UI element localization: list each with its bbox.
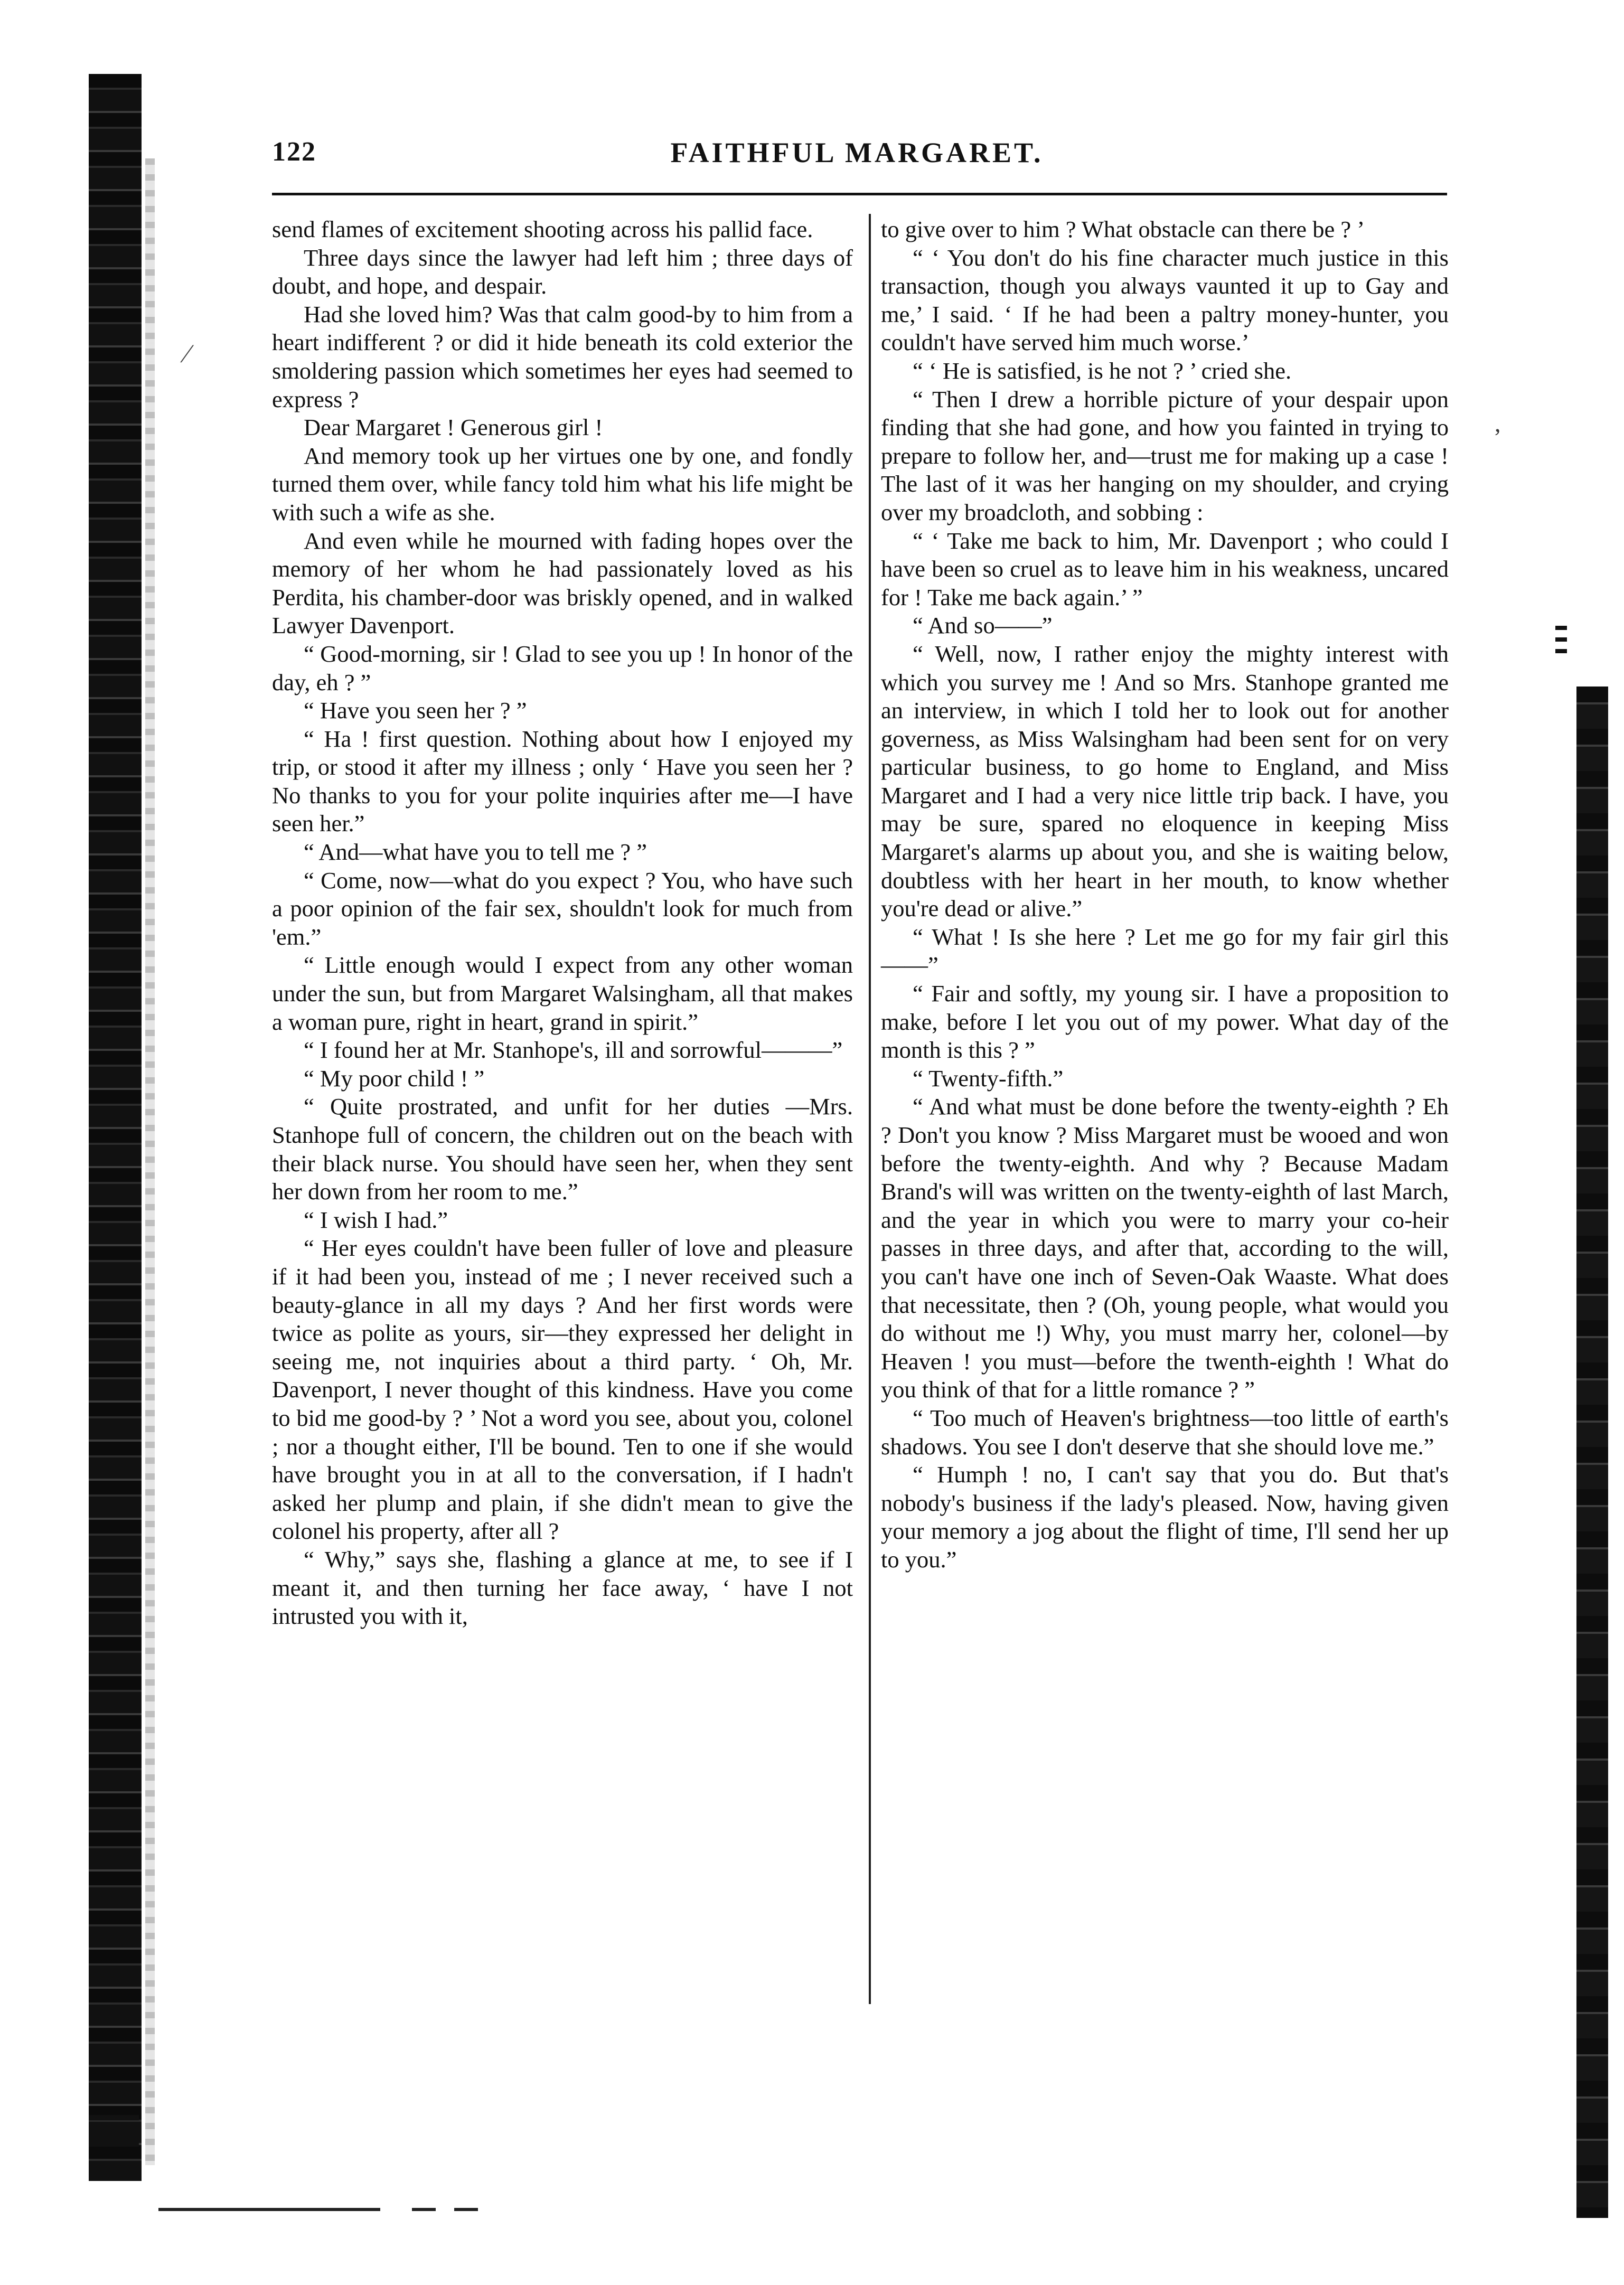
paragraph: “ Little enough would I expect from any other woman under the sun, but from Margaret Walsingham, all that makes a woman pure, right in heart, grand in spirit.” [272,952,853,1035]
paragraph: to give over to him ? What obstacle can there be ? ’ [881,216,1365,242]
column-divider [869,214,871,2004]
footer-dash [412,2208,436,2211]
paragraph: send flames of excitement shooting across his pallid face. [272,216,813,242]
paragraph: “ And what must be done before the twenty-eighth ? Eh ? Don't you know ? Miss Margaret must be wooed and won before the twenty-eighth. And why ? Because Madam Brand's will was written on the twenty-eighth of last March, and the year in which you were to marry your co-heir passes in three days, and after that, according to the will, you can't have one inch of Seven-Oak Waaste. What does that necessitate, then ? (Oh, young people, what would you do without me !) Why, you must marry her, colonel—by Heaven ! you must—before the twenth-eighth ! What do you think of that for a little romance ? ” [881,1093,1449,1403]
paragraph: “ What ! Is she here ? Let me go for my fair girl this——” [881,923,1449,979]
footer-rule [158,2208,380,2211]
scan-mark [89,2115,139,2120]
paragraph: Had she loved him? Was that calm good-by to him from a heart indifferent ? or did it hide beneath its cold exterior the smoldering passion which sometimes her eyes had seemed to express ? [272,300,853,412]
scan-mark [89,2165,139,2170]
paragraph: And memory took up her virtues one by one, and fondly turned them over, while fancy told him what his life might be with such a wife as she. [272,442,853,525]
paragraph: “ Too much of Heaven's brightness—too little of earth's shadows. You see I don't deserve that she should love me.” [881,1404,1449,1460]
paragraph: “ Fair and softly, my young sir. I have a proposition to make, before I let you out of my power. What day of the month is this ? ” [881,980,1449,1064]
right-text-column [881,215,1449,1574]
paragraph: “ Good-morning, sir ! Glad to see you up ! In honor of the day, eh ? ” [272,640,853,695]
page-number: 122 [272,137,316,167]
paragraph: “ ‘ Take me back to him, Mr. Davenport ; who could I have been so cruel as to leave him in his weakness, uncared for ! Take me back again.’ ” [881,527,1449,610]
paragraph: Dear Margaret ! Generous girl ! [304,414,603,441]
paragraph: “ Quite prostrated, and unfit for her duties —Mrs. Stanhope full of concern, the children out on the beach with their black nurse. You should have seen her, when they sent her down from her room to me.” [272,1093,853,1205]
paragraph: “ Her eyes couldn't have been fuller of love and pleasure if it had been you, instead of me ; I never received such a beauty-glance in all my days ? And her first words were twice as polite as yours, sir—they expressed her delight in seeing me, not inquiries about a third party. ‘ Oh, Mr. Davenport, I never thought of this kindness. Have you come to bid me good-by ? ’ Not a word you see, about you, colonel ; nor a thought either, I'll be bound. Ten to one if she would have brought you in at all to the conversation, if I hadn't asked her plump and plain, if she didn't mean to give the colonel his property, after all ? [272,1235,853,1545]
running-title: FAITHFUL MARGARET. [670,137,1044,168]
scan-edge-gradient-left [145,158,155,2165]
paragraph: “ My poor child ! ” [304,1065,485,1092]
paragraph: “ I found her at Mr. Stanhope's, ill and sorrowful———” [304,1037,843,1064]
paragraph: “ Well, now, I rather enjoy the mighty interest with which you survey me ! And so Mrs. Stanhope granted me an interview, in which I told her to look out for another governess, as Miss Walsingham had been sent for on very particular business, to go home to England, and Miss Margaret and I had a very nice little trip back. I have, you may be sure, spared no eloquence in keeping Miss Margaret's alarms up about you, and she is waiting below, doubtless with her heart in her mouth, to know whether you're dead or alive.” [881,640,1449,922]
header-rule [272,193,1447,195]
footer-dash [454,2208,478,2211]
paragraph: “ ‘ You don't do his fine character much justice in this transaction, though you always vaunted it up to Gay and me,’ I said. ‘ If he had been a paltry money-hunter, you couldn't have served him much worse.’ [881,244,1449,356]
scan-marks-right [1555,626,1567,661]
paragraph: “ Come, now—what do you expect ? You, who have such a poor opinion of the fair sex, shouldn't look for much from 'em.” [272,867,853,950]
paragraph: “ Then I drew a horrible picture of your despair upon finding that she had gone, and how you fainted in trying to prepare to follow her, and—trust me for making up a case ! The last of it was her hanging on my shoulder, and crying over my broadcloth, and sobbing : [881,385,1449,525]
scan-edge-shadow-right [1576,687,1608,2218]
paragraph: “ Have you seen her ? ” [304,697,527,724]
paragraph: “ And so——” [913,612,1053,639]
paragraph: “ Humph ! no, I can't say that you do. But that's nobody's business if the lady's pleased. Now, having given your memory a jog about the flight of time, I'll send her up to you.” [881,1461,1449,1573]
scan-mark [89,2141,139,2147]
stray-pen-mark: ⁄ [185,338,190,368]
left-text-column [272,215,853,1631]
paragraph: Three days since the lawyer had left him ; three days of doubt, and hope, and despair. [272,244,853,299]
stray-pen-mark: , [1495,410,1501,437]
paragraph: “ Why,” says she, flashing a glance at me, to see if I meant it, and then turning her face away, ‘ have I not intrusted you with it, [272,1546,853,1630]
paragraph: And even while he mourned with fading hopes over the memory of her whom he had passionately loved as his Perdita, his chamber-door was briskly opened, and in walked Lawyer Davenport. [272,527,853,639]
paragraph: “ I wish I had.” [304,1206,448,1233]
paragraph: “ Twenty-fifth.” [913,1065,1064,1092]
paragraph: “ And—what have you to tell me ? ” [304,839,647,866]
page-header [272,136,1442,184]
paragraph: “ ‘ He is satisfied, is he not ? ’ cried she. [913,357,1292,384]
paragraph: “ Ha ! first question. Nothing about how I enjoyed my trip, or stood it after my illness ; only ‘ Have you seen her ? No thanks to you for your polite inquiries after me—I have seen her.” [272,725,853,837]
scan-edge-shadow-left [89,74,142,2181]
